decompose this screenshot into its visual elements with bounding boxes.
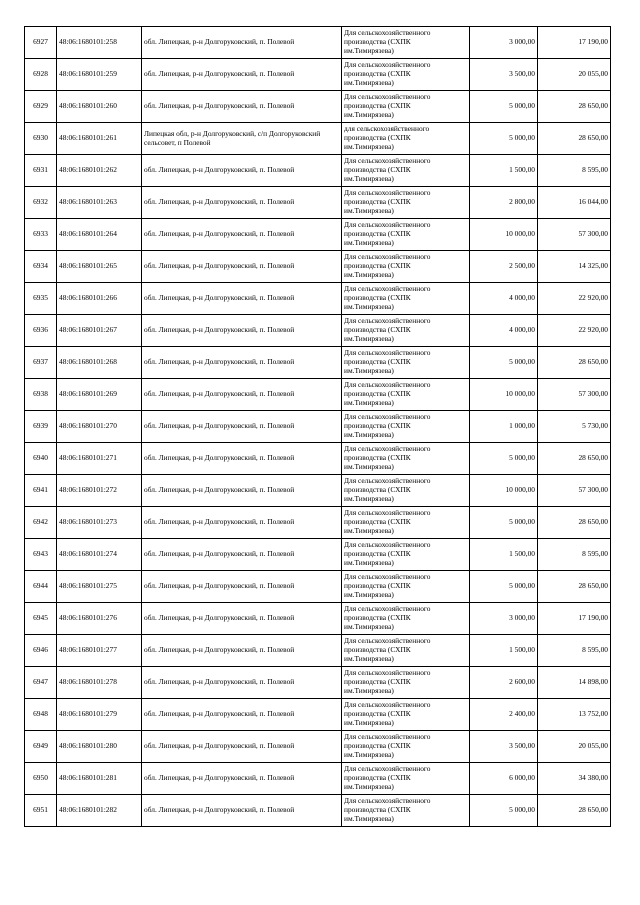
table-row [25,187,611,219]
area-cell: 3 000,00 [470,603,538,635]
row-number-cell: 6944 [25,571,57,603]
area-cell: 2 800,00 [470,187,538,219]
table-row [25,795,611,827]
land-use-line: им.Тимирязева) [344,429,394,439]
area-cell: 2 400,00 [470,699,538,731]
address-cell: обл. Липецкая, р-н Долгоруковский, п. Полевой [142,539,342,571]
cadastral-number-cell: 48:06:1680101:273 [57,507,142,539]
cadastral-number-cell: 48:06:1680101:266 [57,283,142,315]
table-row [25,635,611,667]
cadastral-value-cell: 28 650,00 [538,507,611,539]
address-cell: обл. Липецкая, р-н Долгоруковский, п. Полевой [142,507,342,539]
land-use-line: им.Тимирязева) [344,749,394,759]
land-use-line: Для сельскохозяйственного [344,92,431,102]
land-use-line: производства (СХПК [344,773,411,783]
address-cell: обл. Липецкая, р-н Долгоруковский, п. Полевой [142,667,342,699]
row-number-cell: 6936 [25,315,57,347]
cadastral-value-cell: 13 752,00 [538,699,611,731]
land-use-line: им.Тимирязева) [344,685,394,695]
table-row [25,379,611,411]
area-cell: 3 000,00 [470,27,538,59]
land-use-cell [342,283,470,315]
table-row [25,475,611,507]
row-number-cell: 6937 [25,347,57,379]
land-use-line: им.Тимирязева) [344,269,394,279]
land-use-cell [342,763,470,795]
land-use-cell [342,123,470,155]
land-use-line: им.Тимирязева) [344,621,394,631]
address-cell: обл. Липецкая, р-н Долгоруковский, п. Полевой [142,315,342,347]
address-cell: обл. Липецкая, р-н Долгоруковский, п. Полевой [142,187,342,219]
cadastral-value-cell: 28 650,00 [538,123,611,155]
land-use-line: им.Тимирязева) [344,301,394,311]
address-cell: обл. Липецкая, р-н Долгоруковский, п. Полевой [142,283,342,315]
cadastral-value-cell: 28 650,00 [538,443,611,475]
cadastral-value-cell: 14 325,00 [538,251,611,283]
land-use-line: Для сельскохозяйственного [344,252,431,262]
address-cell: обл. Липецкая, р-н Долгоруковский, п. Полевой [142,411,342,443]
cadastral-value-cell: 8 595,00 [538,635,611,667]
cadastral-value-cell: 16 044,00 [538,187,611,219]
table-row [25,443,611,475]
area-cell: 1 500,00 [470,635,538,667]
land-use-line: производства (СХПК [344,421,411,431]
cadastral-value-cell: 17 190,00 [538,603,611,635]
cadastral-value-cell: 57 300,00 [538,219,611,251]
row-number-cell: 6932 [25,187,57,219]
land-use-cell [342,699,470,731]
land-use-line: Для сельскохозяйственного [344,284,431,294]
row-number-cell: 6933 [25,219,57,251]
land-use-line: производства (СХПК [344,645,411,655]
land-use-line: им.Тимирязева) [344,589,394,599]
cadastral-value-cell: 28 650,00 [538,347,611,379]
row-number-cell: 6928 [25,59,57,91]
land-use-cell [342,603,470,635]
row-number-cell: 6930 [25,123,57,155]
row-number-cell: 6945 [25,603,57,635]
table-row [25,539,611,571]
table-body [25,27,611,827]
cadastral-number-cell: 48:06:1680101:275 [57,571,142,603]
land-use-line: производства (СХПК [344,133,411,143]
address-cell: обл. Липецкая, р-н Долгоруковский, п. Полевой [142,475,342,507]
land-use-cell [342,475,470,507]
cadastral-number-cell: 48:06:1680101:264 [57,219,142,251]
land-use-line: Для сельскохозяйственного [344,348,431,358]
cadastral-value-cell: 28 650,00 [538,571,611,603]
land-use-line: производства (СХПК [344,261,411,271]
address-cell: обл. Липецкая, р-н Долгоруковский, п. Полевой [142,603,342,635]
address-cell: обл. Липецкая, р-н Долгоруковский, п. Полевой [142,731,342,763]
row-number-cell: 6935 [25,283,57,315]
land-use-line: Для сельскохозяйственного [344,764,431,774]
table-row [25,507,611,539]
area-cell: 6 000,00 [470,763,538,795]
land-use-line: им.Тимирязева) [344,77,394,87]
land-use-line: Для сельскохозяйственного [344,444,431,454]
land-use-line: производства (СХПК [344,293,411,303]
table-row [25,411,611,443]
land-use-line: производства (СХПК [344,709,411,719]
land-use-cell [342,795,470,827]
cadastral-number-cell: 48:06:1680101:271 [57,443,142,475]
land-use-line: Для сельскохозяйственного [344,604,431,614]
cadastral-number-cell: 48:06:1680101:262 [57,155,142,187]
table-row [25,731,611,763]
land-use-line: Для сельскохозяйственного [344,188,431,198]
land-use-line: Для сельскохозяйственного [344,636,431,646]
cadastral-number-cell: 48:06:1680101:279 [57,699,142,731]
land-use-cell [342,91,470,123]
address-cell: Липецкая обл, р-н Долгоруковский, с/п Долгоруковский сельсовет, п Полевой [142,123,342,155]
row-number-cell: 6934 [25,251,57,283]
land-use-line: им.Тимирязева) [344,717,394,727]
land-use-line: производства (СХПК [344,517,411,527]
cadastral-number-cell: 48:06:1680101:265 [57,251,142,283]
area-cell: 3 500,00 [470,59,538,91]
row-number-cell: 6938 [25,379,57,411]
cadastral-value-cell: 14 898,00 [538,667,611,699]
land-use-line: им.Тимирязева) [344,45,394,55]
land-use-cell [342,219,470,251]
land-use-cell [342,731,470,763]
area-cell: 10 000,00 [470,475,538,507]
land-use-cell [342,347,470,379]
area-cell: 5 000,00 [470,123,538,155]
row-number-cell: 6941 [25,475,57,507]
area-cell: 10 000,00 [470,379,538,411]
land-use-cell [342,411,470,443]
land-use-line: производства (СХПК [344,357,411,367]
land-use-line: им.Тимирязева) [344,557,394,567]
table-row [25,283,611,315]
address-cell: обл. Липецкая, р-н Долгоруковский, п. Полевой [142,91,342,123]
address-cell: обл. Липецкая, р-н Долгоруковский, п. Полевой [142,155,342,187]
land-use-cell [342,187,470,219]
land-use-line: им.Тимирязева) [344,333,394,343]
address-cell: обл. Липецкая, р-н Долгоруковский, п. Полевой [142,795,342,827]
land-use-line: производства (СХПК [344,677,411,687]
land-use-line: им.Тимирязева) [344,653,394,663]
land-use-cell [342,27,470,59]
cadastral-value-cell: 57 300,00 [538,475,611,507]
land-use-line: производства (СХПК [344,613,411,623]
cadastral-value-cell: 8 595,00 [538,155,611,187]
land-use-cell [342,59,470,91]
land-use-line: им.Тимирязева) [344,813,394,823]
land-use-line: Для сельскохозяйственного [344,700,431,710]
table-row [25,219,611,251]
land-use-line: производства (СХПК [344,69,411,79]
cadastral-value-cell: 17 190,00 [538,27,611,59]
land-use-cell [342,571,470,603]
cadastral-number-cell: 48:06:1680101:258 [57,27,142,59]
land-use-line: для сельскохозяйственного [344,124,430,134]
cadastral-number-cell: 48:06:1680101:282 [57,795,142,827]
land-use-cell [342,155,470,187]
table-row [25,571,611,603]
row-number-cell: 6948 [25,699,57,731]
address-cell: обл. Липецкая, р-н Долгоруковский, п. Полевой [142,699,342,731]
cadastral-number-cell: 48:06:1680101:278 [57,667,142,699]
land-use-line: производства (СХПК [344,165,411,175]
area-cell: 10 000,00 [470,219,538,251]
row-number-cell: 6947 [25,667,57,699]
land-use-cell [342,539,470,571]
land-use-line: Для сельскохозяйственного [344,380,431,390]
land-plots-table [24,26,611,827]
cadastral-value-cell: 57 300,00 [538,379,611,411]
table-row [25,603,611,635]
cadastral-number-cell: 48:06:1680101:272 [57,475,142,507]
land-use-line: им.Тимирязева) [344,109,394,119]
row-number-cell: 6940 [25,443,57,475]
land-use-line: производства (СХПК [344,581,411,591]
land-use-cell [342,507,470,539]
row-number-cell: 6939 [25,411,57,443]
land-use-line: производства (СХПК [344,741,411,751]
row-number-cell: 6931 [25,155,57,187]
cadastral-number-cell: 48:06:1680101:270 [57,411,142,443]
address-cell: обл. Липецкая, р-н Долгоруковский, п. Полевой [142,763,342,795]
land-use-line: им.Тимирязева) [344,205,394,215]
table-row [25,59,611,91]
land-use-line: Для сельскохозяйственного [344,668,431,678]
cadastral-number-cell: 48:06:1680101:263 [57,187,142,219]
land-use-line: Для сельскохозяйственного [344,60,431,70]
land-use-line: Для сельскохозяйственного [344,796,431,806]
land-use-line: им.Тимирязева) [344,141,394,151]
land-use-cell [342,315,470,347]
area-cell: 4 000,00 [470,315,538,347]
land-use-cell [342,251,470,283]
land-use-line: Для сельскохозяйственного [344,28,431,38]
row-number-cell: 6943 [25,539,57,571]
area-cell: 5 000,00 [470,443,538,475]
cadastral-number-cell: 48:06:1680101:281 [57,763,142,795]
land-use-line: Для сельскохозяйственного [344,412,431,422]
land-use-line: производства (СХПК [344,389,411,399]
table-row [25,155,611,187]
area-cell: 5 000,00 [470,91,538,123]
area-cell: 5 000,00 [470,571,538,603]
land-use-cell [342,635,470,667]
table-row [25,123,611,155]
table-row [25,667,611,699]
area-cell: 1 500,00 [470,155,538,187]
cadastral-value-cell: 8 595,00 [538,539,611,571]
land-use-line: Для сельскохозяйственного [344,316,431,326]
address-cell: обл. Липецкая, р-н Долгоруковский, п. Полевой [142,443,342,475]
land-use-line: производства (СХПК [344,229,411,239]
land-use-line: производства (СХПК [344,37,411,47]
cadastral-number-cell: 48:06:1680101:276 [57,603,142,635]
land-use-line: производства (СХПК [344,805,411,815]
land-use-line: Для сельскохозяйственного [344,508,431,518]
cadastral-number-cell: 48:06:1680101:280 [57,731,142,763]
cadastral-value-cell: 20 055,00 [538,731,611,763]
address-cell: обл. Липецкая, р-н Долгоруковский, п. Полевой [142,379,342,411]
row-number-cell: 6942 [25,507,57,539]
cadastral-number-cell: 48:06:1680101:277 [57,635,142,667]
area-cell: 3 500,00 [470,731,538,763]
land-use-line: им.Тимирязева) [344,397,394,407]
table-row [25,27,611,59]
land-use-line: им.Тимирязева) [344,493,394,503]
cadastral-number-cell: 48:06:1680101:269 [57,379,142,411]
land-use-line: Для сельскохозяйственного [344,476,431,486]
land-use-line: производства (СХПК [344,197,411,207]
land-use-line: Для сельскохозяйственного [344,732,431,742]
cadastral-number-cell: 48:06:1680101:260 [57,91,142,123]
table-row [25,763,611,795]
area-cell: 1 000,00 [470,411,538,443]
area-cell: 5 000,00 [470,347,538,379]
cadastral-value-cell: 28 650,00 [538,91,611,123]
row-number-cell: 6950 [25,763,57,795]
cadastral-number-cell: 48:06:1680101:259 [57,59,142,91]
land-use-cell [342,443,470,475]
row-number-cell: 6929 [25,91,57,123]
address-cell: обл. Липецкая, р-н Долгоруковский, п. Полевой [142,635,342,667]
land-use-line: им.Тимирязева) [344,781,394,791]
land-use-line: производства (СХПК [344,485,411,495]
land-use-line: им.Тимирязева) [344,173,394,183]
land-use-cell [342,667,470,699]
address-cell: обл. Липецкая, р-н Долгоруковский, п. Полевой [142,219,342,251]
land-use-line: Для сельскохозяйственного [344,540,431,550]
cadastral-value-cell: 5 730,00 [538,411,611,443]
address-cell: обл. Липецкая, р-н Долгоруковский, п. Полевой [142,571,342,603]
area-cell: 2 500,00 [470,251,538,283]
address-cell: обл. Липецкая, р-н Долгоруковский, п. Полевой [142,347,342,379]
table-row [25,91,611,123]
cadastral-number-cell: 48:06:1680101:274 [57,539,142,571]
land-use-line: им.Тимирязева) [344,461,394,471]
table-row [25,315,611,347]
table-row [25,251,611,283]
land-use-line: производства (СХПК [344,101,411,111]
table-row [25,347,611,379]
row-number-cell: 6949 [25,731,57,763]
land-use-cell [342,379,470,411]
land-use-line: производства (СХПК [344,453,411,463]
cadastral-value-cell: 28 650,00 [538,795,611,827]
land-use-line: Для сельскохозяйственного [344,572,431,582]
cadastral-value-cell: 22 920,00 [538,283,611,315]
cadastral-number-cell: 48:06:1680101:261 [57,123,142,155]
row-number-cell: 6927 [25,27,57,59]
land-use-line: производства (СХПК [344,549,411,559]
cadastral-value-cell: 22 920,00 [538,315,611,347]
land-use-line: им.Тимирязева) [344,365,394,375]
area-cell: 4 000,00 [470,283,538,315]
land-use-line: Для сельскохозяйственного [344,220,431,230]
area-cell: 5 000,00 [470,507,538,539]
area-cell: 2 600,00 [470,667,538,699]
cadastral-number-cell: 48:06:1680101:267 [57,315,142,347]
cadastral-number-cell: 48:06:1680101:268 [57,347,142,379]
area-cell: 1 500,00 [470,539,538,571]
address-cell: обл. Липецкая, р-н Долгоруковский, п. Полевой [142,27,342,59]
cadastral-value-cell: 34 380,00 [538,763,611,795]
land-use-line: Для сельскохозяйственного [344,156,431,166]
land-use-line: им.Тимирязева) [344,525,394,535]
land-use-line: производства (СХПК [344,325,411,335]
row-number-cell: 6951 [25,795,57,827]
area-cell: 5 000,00 [470,795,538,827]
row-number-cell: 6946 [25,635,57,667]
address-cell: обл. Липецкая, р-н Долгоруковский, п. Полевой [142,59,342,91]
table-row [25,699,611,731]
cadastral-value-cell: 20 055,00 [538,59,611,91]
land-use-line: им.Тимирязева) [344,237,394,247]
address-cell: обл. Липецкая, р-н Долгоруковский, п. Полевой [142,251,342,283]
